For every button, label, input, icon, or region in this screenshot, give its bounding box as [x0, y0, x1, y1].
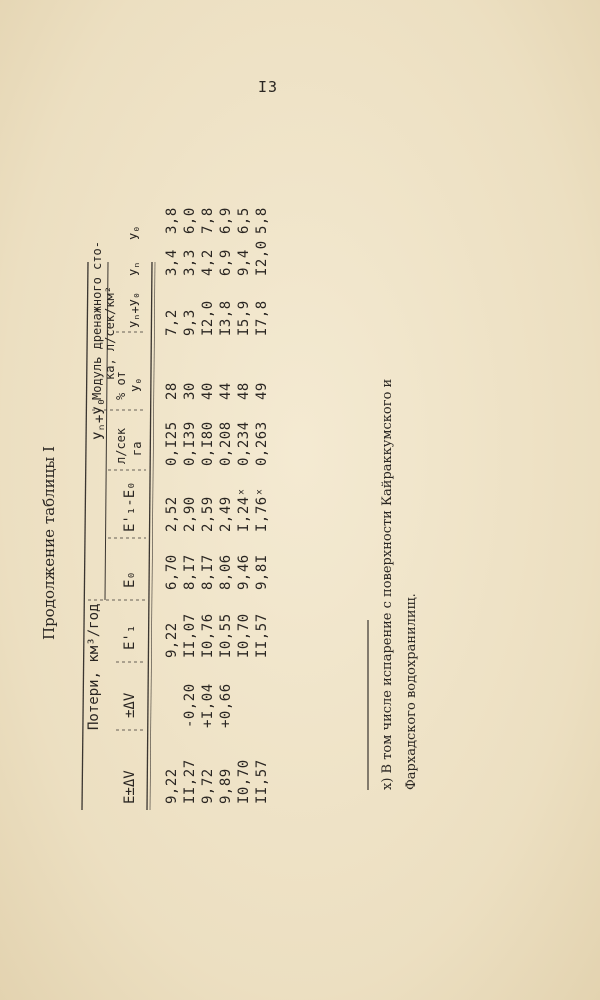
- table-cell: +0,66: [218, 683, 234, 728]
- table-cell: 2,49: [218, 496, 234, 532]
- header-module-group: Модуль дренажного сто-: [90, 241, 104, 400]
- table-cell: 7,2: [164, 309, 180, 336]
- header-col-yn-y0: Уₙ+У₀: [128, 291, 142, 328]
- table-cell: 9,89: [218, 768, 234, 804]
- table-cell: 2,59: [200, 496, 216, 532]
- table-cell: +I,04: [200, 683, 216, 728]
- header-flow-group: Уₙ+У₀: [92, 397, 108, 440]
- table-cell: 6,70: [164, 554, 180, 590]
- table-cell: 0,263: [254, 421, 270, 466]
- header-col-yn: Уₙ: [128, 261, 142, 276]
- table-cell: 9,4: [236, 249, 252, 276]
- table-cell: 8,06: [218, 554, 234, 590]
- table-cell: 48: [236, 382, 252, 400]
- header-col-y0-pct: У₀: [130, 377, 144, 392]
- table-cell: 9,22: [164, 622, 180, 658]
- table-cell: I0,70: [236, 613, 252, 658]
- table-cell: II,57: [254, 613, 270, 658]
- table-cell: 3,4: [164, 249, 180, 276]
- table-cell: II,27: [182, 759, 198, 804]
- table-cell: I0,70: [236, 759, 252, 804]
- table-cell: I5,9: [236, 300, 252, 336]
- table-cell: 0,I39: [182, 421, 198, 466]
- table-cell: 4,2: [200, 249, 216, 276]
- table-cell: I2,0: [200, 300, 216, 336]
- footnote-line-1: х) В том числе испарение с поверхности Кайраккумского и: [380, 378, 395, 790]
- table-cell: 6,9: [218, 249, 234, 276]
- table-cell: I,76ˣ: [254, 487, 270, 532]
- table-cell: II,07: [182, 613, 198, 658]
- table-cell: 3,3: [182, 249, 198, 276]
- table-cell: II,57: [254, 759, 270, 804]
- table-cell: I2,0: [254, 240, 270, 276]
- table-cell: 9,8I: [254, 554, 270, 590]
- table-cell: 2,52: [164, 496, 180, 532]
- table-cell: I,24ˣ: [236, 487, 252, 532]
- table-cell: 5,8: [254, 207, 270, 234]
- table-cell: 9,46: [236, 554, 252, 590]
- table-cell: 3,8: [164, 207, 180, 234]
- table-cell: 40: [200, 382, 216, 400]
- header-col-e0: E₀: [122, 571, 138, 588]
- header-col-e-plus-dv: E±ΔV: [122, 770, 138, 804]
- table-cell: -0,20: [182, 683, 198, 728]
- table-cell: 6,9: [218, 207, 234, 234]
- rotated-content: [0, 200, 600, 940]
- table-cell: I3,8: [218, 300, 234, 336]
- table-cell: 30: [182, 382, 198, 400]
- footnote-line-2: Фархадского водохранилищ.: [404, 593, 419, 790]
- table-title: Продолжение таблицы I: [40, 446, 58, 640]
- header-col-y0: У₀: [128, 225, 142, 240]
- table-cell: 0,234: [236, 421, 252, 466]
- table-cell: 6,0: [182, 207, 198, 234]
- header-col-e1: E'₁: [122, 624, 138, 650]
- table-cell: 9,72: [200, 768, 216, 804]
- table-cell: 2,90: [182, 496, 198, 532]
- header-losses-group: Потери, км³/год: [86, 603, 102, 730]
- header-col-ha: га: [130, 441, 144, 456]
- table-cell: 9,22: [164, 768, 180, 804]
- table-cell: 49: [254, 382, 270, 400]
- table-cell: 9,3: [182, 309, 198, 336]
- table-cell: I0,55: [218, 613, 234, 658]
- table-cell: I0,76: [200, 613, 216, 658]
- page-number: I3: [258, 78, 279, 96]
- table-cell: 28: [164, 382, 180, 400]
- table-cell: 8,I7: [200, 554, 216, 590]
- table-cell: 6,5: [236, 207, 252, 234]
- header-col-pct: % от: [114, 371, 128, 400]
- table-cell: 8,I7: [182, 554, 198, 590]
- header-col-dv: ±ΔV: [122, 692, 138, 718]
- table-cell: 0,208: [218, 421, 234, 466]
- header-col-ls: л/сек: [114, 427, 128, 464]
- table-cell: I7,8: [254, 300, 270, 336]
- table-cell: 44: [218, 382, 234, 400]
- table-cell: 7,8: [200, 207, 216, 234]
- table-cell: 0,I25: [164, 421, 180, 466]
- header-col-e1-minus-e0: E'₁-E₀: [122, 481, 138, 532]
- table-cell: 0,I80: [200, 421, 216, 466]
- header-module-group-unit: ка, л/сек/км²: [103, 286, 117, 380]
